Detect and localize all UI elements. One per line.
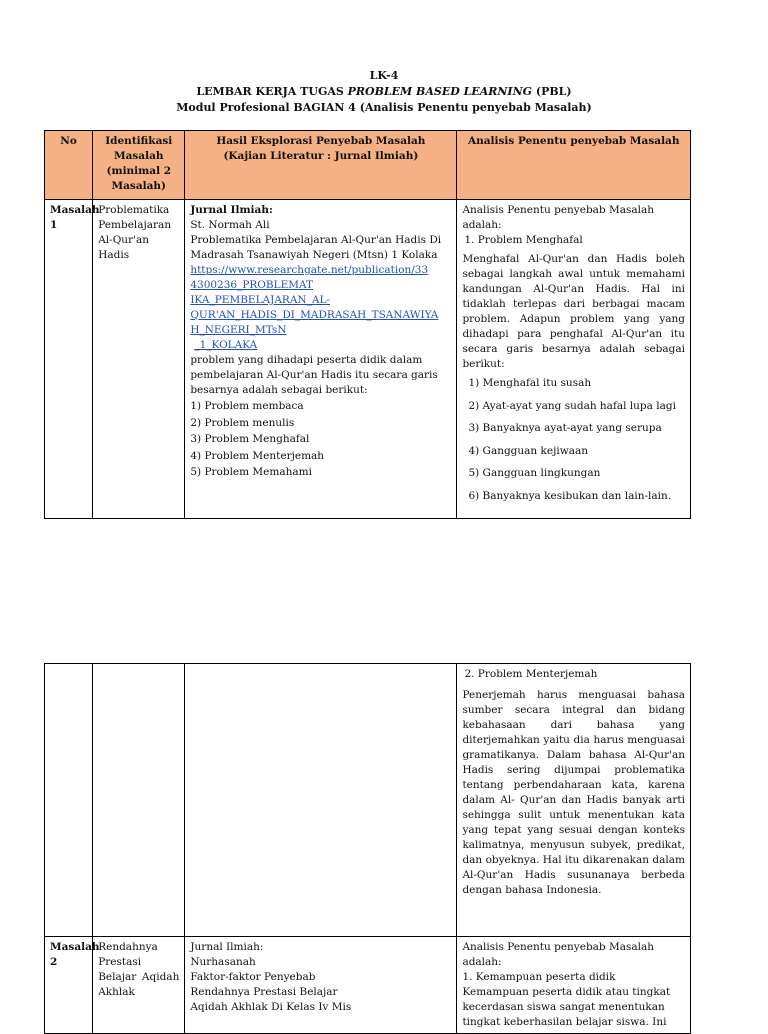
link-line[interactable]: https://www.researchgate.net/publication/33	[190, 264, 429, 276]
worksheet-title-prefix: LEMBAR KERJA TUGAS	[196, 85, 348, 98]
row1-identifikasi: Problematika Pembelajaran Al-Qur'an Hadis	[93, 200, 185, 519]
row1-analisis	[457, 200, 691, 519]
row1-analisis-list	[462, 376, 685, 504]
link-line[interactable]: H_NEGERI_MTsN	[190, 324, 287, 336]
list-item: 2) Problem menulis	[190, 416, 295, 429]
table-row	[45, 664, 691, 937]
cont-analisis-paragraph: Penerjemah harus menguasai bahasa sumber secara integral dan bidang kebahasaan dari bahasa yang diterjemahkan yaitu dia harus menguasai gramatikanya. Dalam bahasa Al-Qur'an Hadis sering dijumpai problematika tentang perbendaharaan kata, karena dalam Al- Qur'an dan Hadis banyak arti sehingga sulit untuk menentukan kata yang tepat yang sesuai dengan konteks kalimatnya, menyusun subyek, predikat, dan obyeknya. Hal itu dikarenakan dalam Al-Qur'an Hadis susunanaya berbeda dengan bahasa Indonesia.	[462, 689, 685, 896]
header-hasil	[185, 131, 457, 200]
row1-jurnal-label: Jurnal Ilmiah:	[190, 204, 273, 216]
worksheet-table-page1	[44, 130, 691, 519]
list-item: 1) Problem membaca	[190, 400, 304, 412]
worksheet-title	[0, 84, 768, 100]
list-item: 3) Problem Menghafal	[190, 433, 310, 445]
table-header-row	[45, 131, 691, 200]
row2-author: Nurhasanah	[190, 956, 256, 968]
row2-analisis	[457, 937, 691, 1034]
list-item: 5) Gangguan lingkungan	[468, 467, 601, 479]
row2-identifikasi: Rendahnya Prestasi Belajar Aqidah Akhlak	[93, 937, 185, 1034]
row2-analisis-point: 1. Kemampuan peserta didik	[462, 971, 616, 983]
row2-hasil	[185, 937, 457, 1034]
list-item: 6) Banyaknya kesibukan dan lain-lain.	[468, 489, 672, 502]
row1-hasil	[185, 200, 457, 519]
row2-title-line: Rendahnya Prestasi Belajar	[190, 986, 338, 998]
table-row	[45, 200, 691, 519]
link-line[interactable]: 4300236_PROBLEMAT	[190, 279, 314, 291]
row1-journal-title: Problematika Pembelajaran Al-Qur'an Hadis Di Madrasah Tsanawiyah Negeri (Mtsn) 1 Kolaka	[190, 234, 442, 261]
cont-identifikasi	[93, 664, 185, 937]
header-hasil-line1: Hasil Eksplorasi Penyebab Masalah	[216, 135, 426, 147]
link-line[interactable]: _1_KOLAKA	[194, 339, 258, 351]
list-item: 4) Problem Menterjemah	[190, 449, 325, 462]
list-item: 3) Banyaknya ayat-ayat yang serupa	[468, 422, 662, 434]
row2-no: Masalah 2	[45, 937, 93, 1034]
header-analisis: Analisis Penentu penyebab Masalah	[457, 131, 691, 200]
cont-analisis	[457, 664, 691, 937]
row2-analisis-paragraph: Kemampuan peserta didik atau tingkat kecerdasan siswa sangat menentukan tingkat keberhasilan belajar siswa. Ini	[462, 986, 671, 1028]
row1-analisis-point: 1. Problem Menghafal	[464, 234, 583, 246]
list-item: 4) Gangguan kejiwaan	[468, 444, 588, 457]
header-no: No	[45, 131, 93, 200]
row1-analisis-paragraph: Menghafal Al-Qur'an dan Hadis boleh sebagai langkah awal untuk memahami kandungan Al-Qur'an Hadis. Hal ini tidaklah terlepas dari berbagai macam problem. Adapun problem yang yang dihadapi para penghafal Al-Qur'an itu secara garis besarnya adalah sebagai berikut:	[462, 253, 685, 370]
row1-analisis-intro: Analisis Penentu penyebab Masalah adalah:	[462, 204, 655, 231]
module-title: Modul Profesional BAGIAN 4 (Analisis Penentu penyebab Masalah)	[176, 101, 592, 114]
row2-jurnal-label: Jurnal Ilmiah:	[190, 941, 264, 953]
row1-problem-list	[190, 398, 451, 481]
row2-title-line: Aqidah Akhlak Di Kelas Iv Mis	[190, 1001, 352, 1013]
cont-analisis-point: 2. Problem Menterjemah	[464, 668, 598, 680]
worksheet-title-suffix: (PBL)	[532, 85, 572, 98]
cont-no	[45, 664, 93, 937]
table-row	[45, 937, 691, 1034]
worksheet-table-page2	[44, 663, 691, 1034]
row1-journal-link[interactable]	[190, 263, 451, 353]
link-line[interactable]: IKA_PEMBELAJARAN_AL-	[190, 294, 330, 306]
row1-author: St. Normah Ali	[190, 219, 270, 231]
list-item: 2) Ayat-ayat yang sudah hafal lupa lagi	[468, 399, 676, 412]
row1-description: problem yang dihadapi peserta didik dalam pembelajaran Al-Qur'an Hadis itu secara garis besarnya adalah sebagai berikut:	[190, 354, 438, 396]
header-identifikasi: Identifikasi Masalah (minimal 2 Masalah)	[93, 131, 185, 200]
worksheet-title-italic: PROBLEM BASED LEARNING	[347, 85, 533, 98]
document-header	[0, 68, 768, 116]
list-item: 5) Problem Memahami	[190, 466, 312, 478]
row2-analisis-intro: Analisis Penentu penyebab Masalah adalah:	[462, 941, 655, 968]
list-item: 1) Menghafal itu susah	[468, 377, 592, 389]
lk-number: LK-4	[369, 69, 399, 82]
header-hasil-line2: (Kajian Literatur : Jurnal Ilmiah)	[223, 150, 419, 162]
link-line[interactable]: QUR'AN_HADIS_DI_MADRASAH_TSANAWIYA	[190, 309, 439, 321]
row2-title-line: Faktor-faktor Penyebab	[190, 971, 316, 983]
cont-hasil	[185, 664, 457, 937]
row1-no: Masalah 1	[45, 200, 93, 519]
